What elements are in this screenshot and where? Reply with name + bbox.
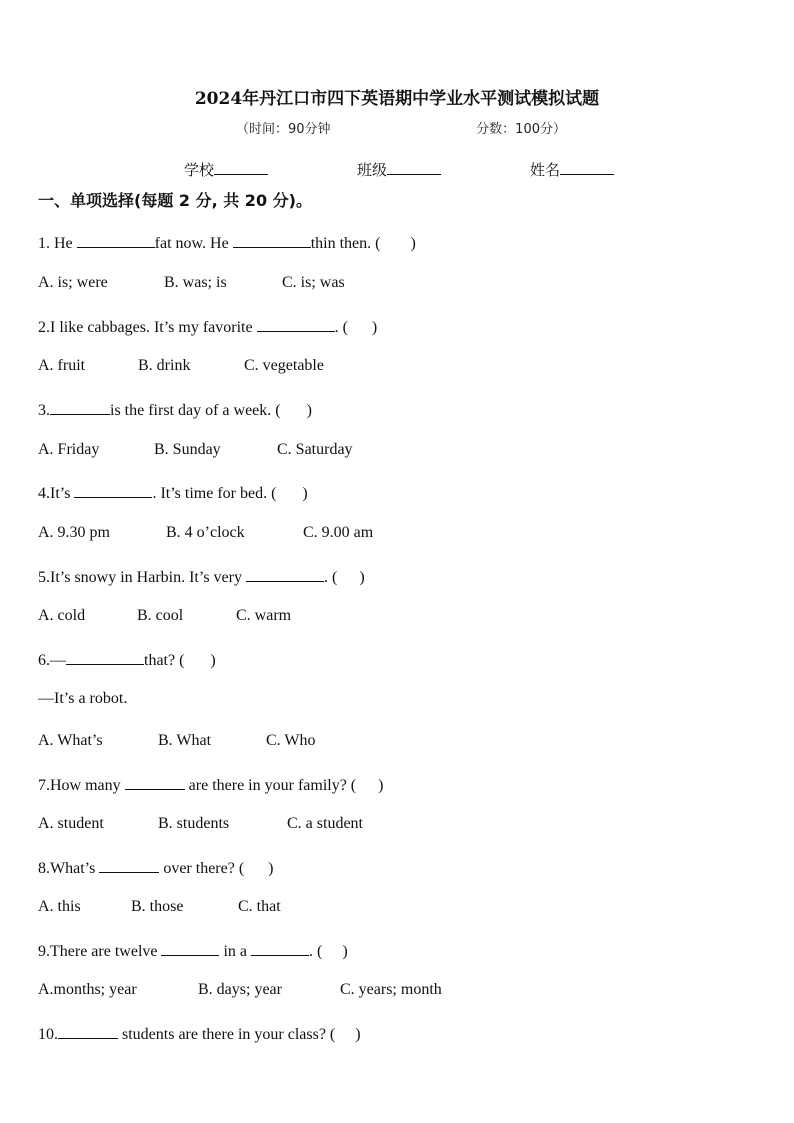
q1-text-b: fat now. He <box>154 235 233 252</box>
option-c[interactable]: C. vegetable <box>244 357 324 374</box>
q2-options <box>38 357 324 375</box>
q4-text-a: 4.It’s <box>38 485 75 502</box>
q4-text-b: . It’s time for bed. ( <box>152 485 277 502</box>
q1-text-d: ) <box>410 235 416 252</box>
q8-text-d: ) <box>268 860 274 877</box>
q8-text-a: 8.What’s <box>38 860 100 877</box>
option-a[interactable]: A.months; year <box>38 981 137 998</box>
exam-info <box>236 118 566 137</box>
exam-score: 分数：100分） <box>476 122 566 137</box>
q10-text-a: 10. <box>38 1026 58 1043</box>
q9-text-a: 9.There are twelve <box>38 943 162 960</box>
name-blank[interactable] <box>560 160 614 175</box>
option-c[interactable]: C. years; month <box>340 981 442 998</box>
option-c[interactable]: C. is; was <box>282 274 345 291</box>
q2-text-a: 2.I like cabbages. It’s my favorite <box>38 319 257 336</box>
q9-blank-1[interactable] <box>161 940 219 956</box>
q4-options <box>38 524 373 542</box>
q1-text-c: thin then. ( <box>310 235 381 252</box>
q6-blank-1[interactable] <box>66 649 144 665</box>
q2-text-d: ) <box>371 319 378 336</box>
question-4 <box>38 482 308 503</box>
q1-blank-2[interactable] <box>233 232 311 248</box>
option-c[interactable]: C. warm <box>236 607 292 624</box>
q8-blank-1[interactable] <box>99 857 159 873</box>
q3-text-a: 3. <box>38 402 50 419</box>
section-title: 一、单项选择(每题 2 分, 共 20 分)。 <box>38 191 312 210</box>
q6-text-a: 6.— <box>38 652 66 669</box>
option-c[interactable]: C. Who <box>266 732 316 749</box>
q1-blank-1[interactable] <box>77 232 155 248</box>
q4-text-d: ) <box>302 485 308 502</box>
q6-text-d: ) <box>210 652 216 669</box>
q3-text-d: ) <box>306 402 312 419</box>
q1-text-a: 1. He <box>38 235 77 252</box>
option-c[interactable]: C. Saturday <box>277 441 353 458</box>
school-label: 学校 <box>184 161 215 179</box>
name-field[interactable] <box>530 159 614 180</box>
option-a[interactable]: A. cold <box>38 607 86 624</box>
exam-time: （时间：90分钟 <box>236 122 331 137</box>
q6-reply: —It’s a robot. <box>38 690 128 707</box>
q10-text-d: ) <box>355 1026 361 1043</box>
option-a[interactable]: A. is; were <box>38 274 108 291</box>
option-b[interactable]: B. 4 o’clock <box>166 524 245 541</box>
q7-text-a: 7.How many <box>38 777 125 794</box>
question-10 <box>38 1023 361 1044</box>
question-5 <box>38 566 365 587</box>
q3-text-b: is the first day of a week. ( <box>110 402 281 419</box>
option-b[interactable]: B. Sunday <box>154 441 221 458</box>
option-a[interactable]: A. Friday <box>38 441 100 458</box>
question-6 <box>38 649 216 670</box>
option-a[interactable]: A. What’s <box>38 732 103 749</box>
q9-options <box>38 981 442 999</box>
q8-text-b: over there? ( <box>159 860 245 877</box>
q3-blank-1[interactable] <box>50 399 110 415</box>
q7-options <box>38 815 363 833</box>
question-8 <box>38 857 274 878</box>
student-fields <box>184 159 614 180</box>
class-label: 班级 <box>356 161 387 179</box>
q2-blank-1[interactable] <box>257 316 335 332</box>
q3-options <box>38 441 353 459</box>
q2-text-b: . ( <box>334 319 348 336</box>
option-c[interactable]: C. that <box>238 898 281 915</box>
class-blank[interactable] <box>387 160 441 175</box>
q9-blank-2[interactable] <box>251 940 309 956</box>
option-a[interactable]: A. student <box>38 815 104 832</box>
q9-text-d: ) <box>342 943 348 960</box>
q5-text-d: ) <box>359 569 365 586</box>
option-b[interactable]: B. cool <box>137 607 184 624</box>
q9-text-b: in a <box>219 943 252 960</box>
option-b[interactable]: B. those <box>131 898 184 915</box>
class-field[interactable] <box>357 159 441 180</box>
q10-text-b: students are there in your class? ( <box>118 1026 336 1043</box>
q5-blank-1[interactable] <box>246 566 324 582</box>
q10-blank-1[interactable] <box>58 1023 118 1039</box>
option-c[interactable]: C. a student <box>287 815 363 832</box>
option-b[interactable]: B. students <box>158 815 230 832</box>
q5-text-a: 5.It’s snowy in Harbin. It’s very <box>38 569 246 586</box>
question-9 <box>38 940 348 961</box>
option-b[interactable]: B. days; year <box>198 981 282 998</box>
school-field[interactable] <box>184 159 268 180</box>
question-7 <box>38 774 383 795</box>
q6-options <box>38 732 315 750</box>
exam-title: 2024年丹江口市四下英语期中学业水平测试模拟试题 <box>194 89 600 109</box>
school-blank[interactable] <box>214 160 268 175</box>
option-b[interactable]: B. was; is <box>164 274 227 291</box>
q9-text-c: . ( <box>309 943 323 960</box>
q7-text-d: ) <box>378 777 384 794</box>
q6-text-b: that? ( <box>144 652 185 669</box>
question-1 <box>38 232 416 253</box>
q7-text-b: are there in your family? ( <box>184 777 357 794</box>
option-c[interactable]: C. 9.00 am <box>303 524 374 541</box>
q1-options <box>38 274 345 292</box>
question-3 <box>38 399 312 420</box>
option-a[interactable]: A. this <box>38 898 81 915</box>
option-b[interactable]: B. drink <box>138 357 191 374</box>
q8-options <box>38 898 281 916</box>
name-label: 姓名 <box>529 161 560 179</box>
q5-text-b: . ( <box>323 569 338 586</box>
question-2 <box>38 316 377 337</box>
q7-blank-1[interactable] <box>125 774 185 790</box>
q4-blank-1[interactable] <box>74 482 152 498</box>
option-a[interactable]: A. 9.30 pm <box>38 524 110 541</box>
q5-options <box>38 607 291 625</box>
option-b[interactable]: B. What <box>158 732 212 749</box>
option-a[interactable]: A. fruit <box>38 357 86 374</box>
